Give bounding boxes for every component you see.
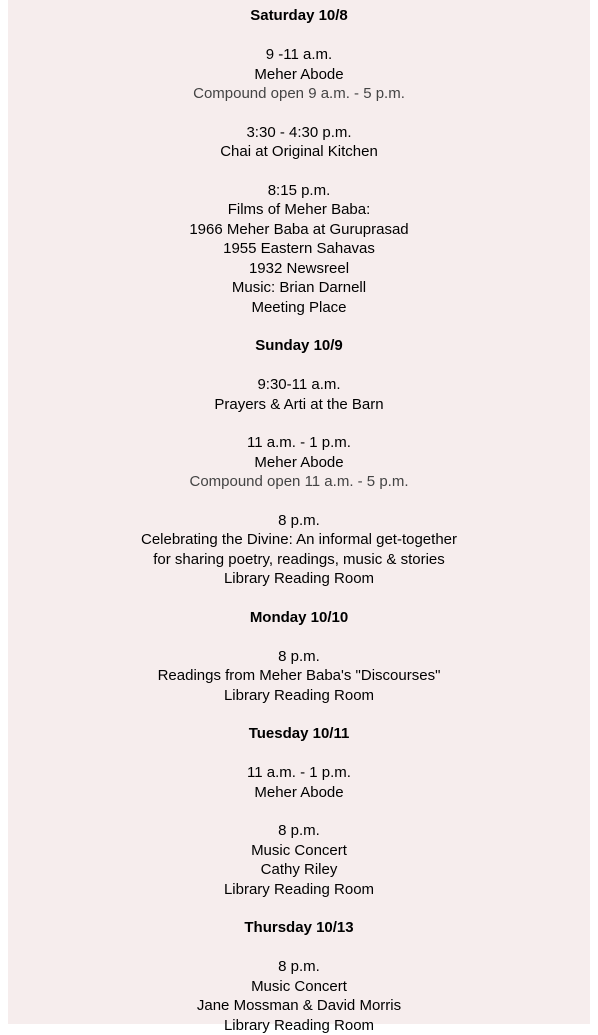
day-heading: Monday 10/10 (8, 608, 590, 628)
event-time: 8:15 p.m. (8, 181, 590, 201)
event-detail: Meher Abode (8, 453, 590, 473)
event-item (8, 647, 590, 706)
event-detail: Chai at Original Kitchen (8, 142, 590, 162)
event-detail: Meeting Place (8, 298, 590, 318)
event-item (8, 45, 590, 104)
event-detail: Library Reading Room (8, 569, 590, 589)
event-time: 8 p.m. (8, 957, 590, 977)
event-time: 11 a.m. - 1 p.m. (8, 763, 590, 783)
event-item (8, 763, 590, 802)
day-section (8, 918, 590, 1035)
event-detail: Jane Mossman & David Morris (8, 996, 590, 1016)
day-heading: Thursday 10/13 (8, 918, 590, 938)
event-detail: 1932 Newsreel (8, 259, 590, 279)
event-detail: Prayers & Arti at the Barn (8, 395, 590, 415)
day-section (8, 724, 590, 899)
event-time: 8 p.m. (8, 511, 590, 531)
day-heading: Sunday 10/9 (8, 336, 590, 356)
event-detail: Films of Meher Baba: (8, 200, 590, 220)
event-detail: 1966 Meher Baba at Guruprasad (8, 220, 590, 240)
event-item (8, 821, 590, 899)
event-time: 3:30 - 4:30 p.m. (8, 123, 590, 143)
event-detail: Library Reading Room (8, 686, 590, 706)
event-detail: Library Reading Room (8, 880, 590, 900)
day-section (8, 336, 590, 589)
event-time: 8 p.m. (8, 647, 590, 667)
event-detail: Library Reading Room (8, 1016, 590, 1035)
day-section (8, 6, 590, 317)
day-section (8, 608, 590, 706)
event-item (8, 123, 590, 162)
event-detail: 1955 Eastern Sahavas (8, 239, 590, 259)
event-detail: Compound open 11 a.m. - 5 p.m. (8, 472, 590, 492)
event-detail: Music Concert (8, 977, 590, 997)
event-detail: for sharing poetry, readings, music & stories (8, 550, 590, 570)
event-detail: Meher Abode (8, 65, 590, 85)
event-detail: Meher Abode (8, 783, 590, 803)
event-time: 8 p.m. (8, 821, 590, 841)
event-time: 9:30-11 a.m. (8, 375, 590, 395)
event-detail: Music: Brian Darnell (8, 278, 590, 298)
day-heading: Saturday 10/8 (8, 6, 590, 26)
event-item (8, 511, 590, 589)
event-item (8, 181, 590, 318)
event-detail: Cathy Riley (8, 860, 590, 880)
day-heading: Tuesday 10/11 (8, 724, 590, 744)
event-detail: Readings from Meher Baba's "Discourses" (8, 666, 590, 686)
event-item (8, 957, 590, 1035)
event-schedule (8, 6, 590, 1035)
event-time: 11 a.m. - 1 p.m. (8, 433, 590, 453)
schedule-panel (8, 0, 590, 1024)
event-detail: Compound open 9 a.m. - 5 p.m. (8, 84, 590, 104)
event-item (8, 375, 590, 414)
event-detail: Celebrating the Divine: An informal get-together (8, 530, 590, 550)
event-item (8, 433, 590, 492)
event-time: 9 -11 a.m. (8, 45, 590, 65)
event-detail: Music Concert (8, 841, 590, 861)
